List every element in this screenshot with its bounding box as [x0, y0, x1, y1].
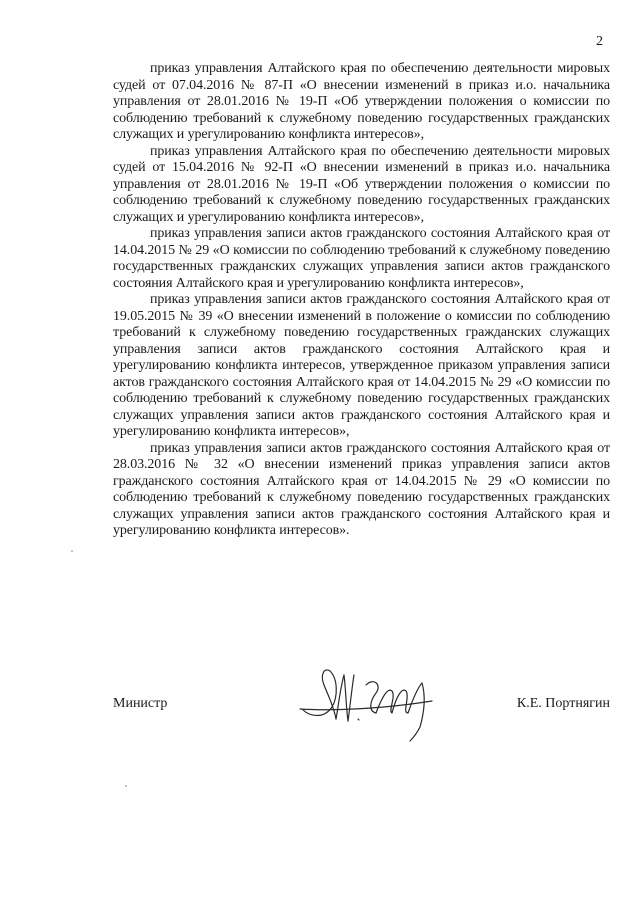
paragraph: приказ управления записи актов гражданского состояния Алтайского края от 28.03.2016 № 32 «О внесении изменений приказ управления записи актов гражданского состояния Алтайского края от 14.04.2015 № 29 «О комиссии по соблюдению требований к служебному поведению государственных гражданских служащих управления записи актов гражданского состояния Алтайского края и урегулированию конфликта интересов».	[113, 440, 610, 538]
paragraph: приказ управления Алтайского края по обеспечению деятельности мировых судей от 15.04.2016 № 92-П «О внесении изменений в приказ и.о. начальника управления от 28.01.2016 № 19-П «Об утверждении положения о комиссии по соблюдению требований к служебному поведению государственных гражданских служащих и урегулированию конфликта интересов»,	[113, 143, 610, 225]
paragraph: приказ управления Алтайского края по обеспечению деятельности мировых судей от 07.04.2016 № 87-П «О внесении изменений в приказ и.о. начальника управления от 28.01.2016 № 19-П «Об утверждении положения о комиссии по соблюдению требований к служебному поведению государственных гражданских служащих и урегулированию конфликта интересов»,	[113, 61, 610, 142]
handwritten-signature	[292, 657, 442, 742]
paragraph: приказ управления записи актов гражданского состояния Алтайского края от 19.05.2015 № 39 «О внесении изменений в положение о комиссии по соблюдению требований к служебному поведению государственных гражданских служащих управления записи актов гражданского состояния Алтайского края и урегулированию конфликта интересов, утвержденное приказом управления записи актов гражданского состояния Алтайского края от 14.04.2015 № 29 «О комиссии по соблюдению требований к служебному поведению государственных гражданских служащих управления записи актов гражданского состояния Алтайского края и урегулированию конфликта интересов»,	[113, 292, 610, 439]
signatory-name: К.Е. Портнягин	[516, 696, 610, 711]
signatory-role: Министр	[113, 696, 168, 711]
paragraph: приказ управления записи актов гражданского состояния Алтайского края от 14.04.2015 № 29 «О комиссии по соблюдению требований к служебному поведению государственных гражданских служащих управления записи актов гражданского состояния Алтайского края и урегулированию конфликта интересов»,	[113, 226, 610, 291]
page-number: 2	[596, 34, 603, 49]
document-body	[113, 61, 610, 540]
